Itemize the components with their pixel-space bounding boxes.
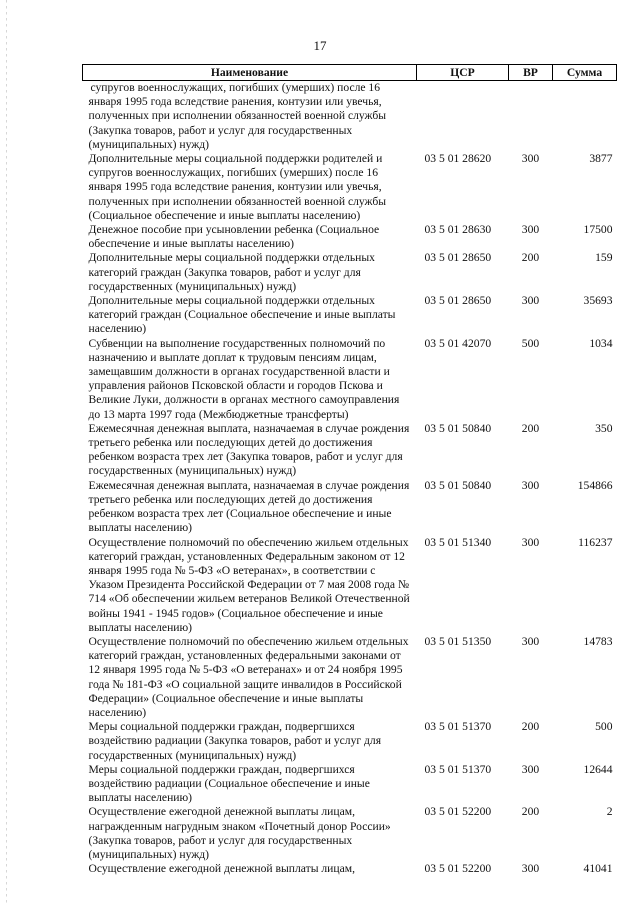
row-vr-cell: 300 — [521, 294, 540, 308]
row-vr-cell: 300 — [521, 478, 540, 492]
row-vr-cell: 300 — [521, 152, 540, 166]
row-csr-cell: 03 5 01 51370 — [424, 762, 492, 776]
row-vr-cell: 300 — [521, 862, 540, 876]
row-vr-cell: 300 — [521, 223, 540, 237]
row-vr-cell: 200 — [521, 251, 540, 265]
row-sum-cell: 1034 — [589, 336, 613, 350]
table-row — [83, 223, 617, 251]
scan-margin-line — [6, 0, 7, 905]
header-name: Наименование — [83, 65, 417, 81]
row-sum-cell: 3877 — [589, 152, 613, 166]
row-sum-cell: 12644 — [583, 762, 613, 776]
budget-table — [82, 64, 617, 876]
row-vr-cell: 300 — [521, 634, 540, 648]
row-csr-cell: 03 5 01 51340 — [424, 535, 492, 549]
row-name-cell: Осуществление полномочий по обеспечению жильем отдельных категорий граждан, установленных Федеральным законом от 12 января 1995 года № 5-ФЗ «О ветеранах», в соответствии с Указом Президента Российской Федерации от 7 мая 2008 года № 714 «Об обеспечении жильем ветеранов Великой Отечественной войны 1941 - 1945 годов» (Социальное обеспечение и иные выплаты населению) — [88, 535, 410, 634]
table-row — [83, 536, 617, 635]
row-name-cell: супругов военнослужащих, погибших (умерших) после 16 января 1995 года вследствие ранения, контузии или увечья, полученных при исполнении обязанностей военной службы (Закупка товаров, работ и услуг для государственных (муниципальных) нужд) — [88, 81, 387, 151]
row-csr-cell: 03 5 01 52200 — [424, 862, 492, 876]
row-name-cell: Осуществление полномочий по обеспечению жильем отдельных категорий граждан, установленных федеральными законами от 12 января 1995 года № 5-ФЗ «О ветеранах» и от 24 ноября 1995 года № 181-ФЗ «О социальной защите инвалидов в Российской Федерации» (Социальное обеспечение и иные выплаты населению) — [88, 634, 409, 719]
table-row — [83, 479, 617, 536]
row-csr-cell: 03 5 01 28650 — [424, 294, 492, 308]
row-csr-cell: 03 5 01 50840 — [424, 478, 492, 492]
row-name-cell: Меры социальной поддержки граждан, подвергшихся воздействию радиации (Закупка товаров, работ и услуг для государственных (муниципальных) нужд) — [88, 720, 382, 762]
row-sum-cell: 159 — [595, 251, 613, 265]
table-row — [83, 294, 617, 337]
row-sum-cell: 500 — [595, 720, 613, 734]
row-sum-cell — [553, 81, 617, 153]
header-vr: ВР — [509, 65, 553, 81]
row-csr-cell — [417, 81, 509, 153]
header-sum: Сумма — [553, 65, 617, 81]
row-name-cell: Ежемесячная денежная выплата, назначаемая в случае рождения третьего ребенка или последующих детей до достижения ребенком возраста трех лет (Закупка товаров, работ и услуг для государственных (муниципальных) нужд) — [88, 421, 410, 478]
row-name-cell: Меры социальной поддержки граждан, подвергшихся воздействию радиации (Социальное обеспечение и иные выплаты населению) — [88, 762, 370, 805]
row-csr-cell: 03 5 01 28630 — [424, 223, 492, 237]
row-sum-cell: 17500 — [583, 223, 613, 237]
table-body — [83, 81, 617, 877]
row-vr-cell: 300 — [521, 762, 540, 776]
table-row — [83, 805, 617, 862]
row-vr-cell: 200 — [521, 421, 540, 435]
row-csr-cell: 03 5 01 52200 — [424, 805, 492, 819]
table-row — [83, 635, 617, 720]
row-csr-cell: 03 5 01 51370 — [424, 720, 492, 734]
row-vr-cell: 200 — [521, 805, 540, 819]
header-csr: ЦСР — [417, 65, 509, 81]
row-name-cell: Осуществление ежегодной денежной выплаты лицам, — [88, 862, 355, 876]
row-sum-cell: 35693 — [583, 294, 613, 308]
row-name-cell: Дополнительные меры социальной поддержки отдельных категорий граждан (Закупка товаров, работ и услуг для государственных (муниципальных) нужд) — [88, 251, 375, 293]
row-sum-cell: 2 — [606, 805, 613, 819]
row-sum-cell: 116237 — [578, 535, 613, 549]
row-vr-cell: 200 — [521, 720, 540, 734]
table-row — [83, 337, 617, 422]
row-sum-cell: 14783 — [583, 634, 613, 648]
row-name-cell: Ежемесячная денежная выплата, назначаемая в случае рождения третьего ребенка или последующих детей до достижения ребенком возраста трех лет (Социальное обеспечение и иные выплаты населению) — [88, 478, 410, 535]
row-vr-cell — [509, 81, 553, 153]
table-row — [83, 81, 617, 153]
row-name-cell: Осуществление ежегодной денежной выплаты лицам, награжденным нагрудным знаком «Почетный донор России» (Закупка товаров, работ и услуг для государственных (муниципальных) нужд) — [88, 805, 391, 861]
row-csr-cell: 03 5 01 28650 — [424, 251, 492, 265]
page-number: 17 — [313, 38, 327, 53]
row-name-cell: Субвенции на выполнение государственных полномочий по назначению и выплате доплат к трудовым пенсиям лицам, замещавшим должности в органах государственной власти и управления районов Псковской области и городов Пскова и Великие Луки, должности в органах местного самоуправления до 13 марта 1997 года (Межбюджетные трансферты) — [88, 336, 400, 421]
row-vr-cell: 500 — [521, 336, 540, 350]
table-row — [83, 251, 617, 294]
row-sum-cell: 350 — [595, 421, 613, 435]
row-name-cell: Дополнительные меры социальной поддержки отдельных категорий граждан (Социальное обеспечение и иные выплаты населению) — [88, 294, 396, 336]
table-row — [83, 862, 617, 876]
table-row — [83, 422, 617, 479]
row-vr-cell: 300 — [521, 535, 540, 549]
row-sum-cell: 41041 — [583, 862, 613, 876]
row-csr-cell: 03 5 01 28620 — [424, 152, 492, 166]
table-header-row — [83, 65, 617, 81]
row-csr-cell: 03 5 01 51350 — [424, 634, 492, 648]
row-sum-cell: 154866 — [577, 478, 613, 492]
table-row — [83, 720, 617, 763]
row-csr-cell: 03 5 01 42070 — [424, 336, 492, 350]
table-row — [83, 763, 617, 806]
row-csr-cell: 03 5 01 50840 — [424, 421, 492, 435]
table-row — [83, 152, 617, 223]
row-name-cell: Дополнительные меры социальной поддержки родителей и супругов военнослужащих, погибших (умерших) после 16 января 1995 года вследствие ранения, контузии или увечья, полученных при исполнении обязанностей военной службы (Социальное обеспечение и иные выплаты населению) — [88, 152, 387, 222]
row-name-cell: Денежное пособие при усыновлении ребенка (Социальное обеспечение и иные выплаты населению) — [88, 223, 380, 251]
